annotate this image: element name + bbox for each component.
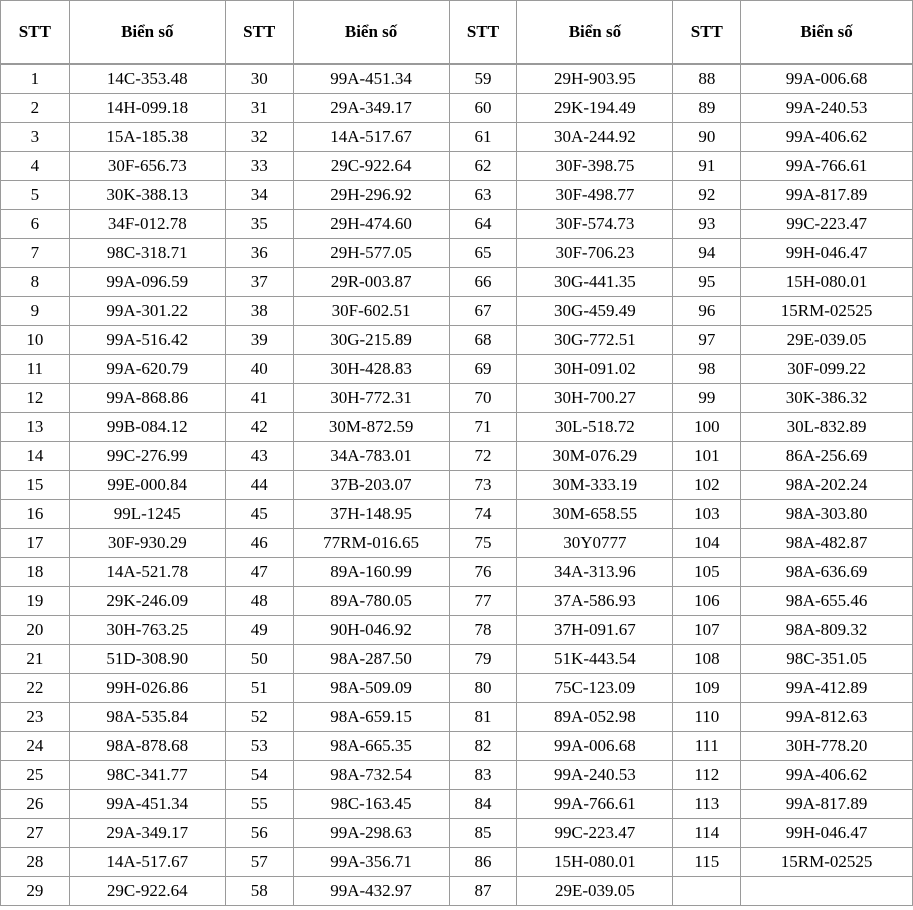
table-row	[1, 848, 913, 877]
stt-cell: 89	[673, 94, 741, 123]
stt-cell: 93	[673, 210, 741, 239]
plate-cell: 99A-412.89	[741, 674, 913, 703]
stt-cell: 94	[673, 239, 741, 268]
table-row	[1, 732, 913, 761]
stt-cell: 100	[673, 413, 741, 442]
plate-cell: 34F-012.78	[70, 210, 226, 239]
plate-cell: 37H-091.67	[517, 616, 673, 645]
header-plate: Biển số	[70, 1, 226, 65]
plate-cell: 89A-052.98	[517, 703, 673, 732]
plate-cell: 99A-451.34	[70, 790, 226, 819]
stt-cell: 34	[226, 181, 294, 210]
stt-cell: 6	[1, 210, 70, 239]
plate-cell: 99H-026.86	[70, 674, 226, 703]
plate-cell: 99A-812.63	[741, 703, 913, 732]
plate-cell: 99A-006.68	[517, 732, 673, 761]
stt-cell: 103	[673, 500, 741, 529]
plate-cell: 89A-160.99	[294, 558, 450, 587]
stt-cell: 15	[1, 471, 70, 500]
plate-cell: 30H-091.02	[517, 355, 673, 384]
plate-cell: 98A-636.69	[741, 558, 913, 587]
plate-cell: 29H-903.95	[517, 65, 673, 94]
plate-cell: 99A-766.61	[517, 790, 673, 819]
plate-cell: 99E-000.84	[70, 471, 226, 500]
plate-cell: 30K-386.32	[741, 384, 913, 413]
stt-cell: 39	[226, 326, 294, 355]
stt-cell: 72	[450, 442, 518, 471]
plate-cell: 30L-518.72	[517, 413, 673, 442]
stt-cell: 70	[450, 384, 518, 413]
table-row	[1, 268, 913, 297]
plate-cell: 98A-287.50	[294, 645, 450, 674]
plate-cell: 99A-620.79	[70, 355, 226, 384]
table-row	[1, 500, 913, 529]
stt-cell: 113	[673, 790, 741, 819]
plate-cell: 37A-586.93	[517, 587, 673, 616]
stt-cell: 23	[1, 703, 70, 732]
stt-cell: 99	[673, 384, 741, 413]
plate-cell: 51K-443.54	[517, 645, 673, 674]
stt-cell: 109	[673, 674, 741, 703]
plate-cell: 30L-832.89	[741, 413, 913, 442]
plate-cell: 99A-240.53	[517, 761, 673, 790]
plate-cell: 99H-046.47	[741, 819, 913, 848]
plate-cell: 99A-868.86	[70, 384, 226, 413]
stt-cell: 91	[673, 152, 741, 181]
table-row	[1, 239, 913, 268]
plate-cell: 98A-659.15	[294, 703, 450, 732]
plate-cell: 30G-772.51	[517, 326, 673, 355]
plate-cell: 99A-406.62	[741, 761, 913, 790]
plate-cell: 99A-406.62	[741, 123, 913, 152]
plate-cell: 30Y0777	[517, 529, 673, 558]
plate-cell: 30M-333.19	[517, 471, 673, 500]
stt-cell: 62	[450, 152, 518, 181]
stt-cell: 58	[226, 877, 294, 906]
plate-cell: 98A-535.84	[70, 703, 226, 732]
stt-cell: 21	[1, 645, 70, 674]
stt-cell: 74	[450, 500, 518, 529]
table-row	[1, 761, 913, 790]
stt-cell: 98	[673, 355, 741, 384]
plate-cell: 30F-398.75	[517, 152, 673, 181]
stt-cell: 17	[1, 529, 70, 558]
stt-cell: 16	[1, 500, 70, 529]
plate-cell: 99A-516.42	[70, 326, 226, 355]
plate-cell: 29C-922.64	[294, 152, 450, 181]
plate-cell: 99C-276.99	[70, 442, 226, 471]
table-row	[1, 94, 913, 123]
stt-cell: 53	[226, 732, 294, 761]
stt-cell: 12	[1, 384, 70, 413]
plate-cell: 15H-080.01	[517, 848, 673, 877]
plate-cell: 30G-441.35	[517, 268, 673, 297]
plate-cell: 30G-459.49	[517, 297, 673, 326]
plate-cell: 99A-096.59	[70, 268, 226, 297]
stt-cell: 102	[673, 471, 741, 500]
plate-cell: 99A-817.89	[741, 790, 913, 819]
header-stt: STT	[1, 1, 70, 65]
table-row	[1, 210, 913, 239]
plate-cell: 90H-046.92	[294, 616, 450, 645]
plate-cell: 14A-521.78	[70, 558, 226, 587]
stt-cell: 28	[1, 848, 70, 877]
plate-cell: 30F-099.22	[741, 355, 913, 384]
stt-cell: 56	[226, 819, 294, 848]
table-row	[1, 297, 913, 326]
stt-cell: 78	[450, 616, 518, 645]
plate-cell: 30H-428.83	[294, 355, 450, 384]
stt-cell: 49	[226, 616, 294, 645]
stt-cell: 27	[1, 819, 70, 848]
plate-cell: 14C-353.48	[70, 65, 226, 94]
stt-cell: 82	[450, 732, 518, 761]
stt-cell: 75	[450, 529, 518, 558]
plate-cell: 30M-658.55	[517, 500, 673, 529]
stt-cell: 46	[226, 529, 294, 558]
stt-cell: 81	[450, 703, 518, 732]
stt-cell: 95	[673, 268, 741, 297]
table-row	[1, 819, 913, 848]
table-body	[1, 65, 913, 906]
stt-cell: 2	[1, 94, 70, 123]
table-row	[1, 326, 913, 355]
stt-cell: 96	[673, 297, 741, 326]
stt-cell: 76	[450, 558, 518, 587]
plate-cell: 29A-349.17	[70, 819, 226, 848]
stt-cell: 108	[673, 645, 741, 674]
stt-cell: 92	[673, 181, 741, 210]
stt-cell: 79	[450, 645, 518, 674]
stt-cell: 4	[1, 152, 70, 181]
plate-cell: 98C-341.77	[70, 761, 226, 790]
stt-cell: 45	[226, 500, 294, 529]
plate-cell: 86A-256.69	[741, 442, 913, 471]
plate-cell: 98A-303.80	[741, 500, 913, 529]
stt-cell: 111	[673, 732, 741, 761]
stt-cell: 51	[226, 674, 294, 703]
stt-cell: 106	[673, 587, 741, 616]
plate-cell: 15RM-02525	[741, 848, 913, 877]
plate-cell: 29A-349.17	[294, 94, 450, 123]
table-row	[1, 674, 913, 703]
plate-cell: 99A-356.71	[294, 848, 450, 877]
plate-cell: 99A-817.89	[741, 181, 913, 210]
stt-cell: 90	[673, 123, 741, 152]
plate-cell: 30F-574.73	[517, 210, 673, 239]
table-row	[1, 587, 913, 616]
plate-cell: 29K-194.49	[517, 94, 673, 123]
stt-cell: 54	[226, 761, 294, 790]
plate-cell: 34A-783.01	[294, 442, 450, 471]
plate-cell: 98A-482.87	[741, 529, 913, 558]
stt-cell: 38	[226, 297, 294, 326]
stt-cell: 83	[450, 761, 518, 790]
header-stt: STT	[450, 1, 518, 65]
stt-cell: 104	[673, 529, 741, 558]
plate-cell: 29K-246.09	[70, 587, 226, 616]
table-row	[1, 152, 913, 181]
stt-cell: 1	[1, 65, 70, 94]
stt-cell: 61	[450, 123, 518, 152]
stt-cell: 43	[226, 442, 294, 471]
plate-cell: 99C-223.47	[517, 819, 673, 848]
plate-cell	[741, 877, 913, 906]
table-row	[1, 877, 913, 906]
table-row	[1, 529, 913, 558]
plate-cell: 30F-930.29	[70, 529, 226, 558]
stt-cell: 24	[1, 732, 70, 761]
table-row	[1, 384, 913, 413]
plate-cell: 98A-809.32	[741, 616, 913, 645]
stt-cell: 30	[226, 65, 294, 94]
plate-cell: 99A-766.61	[741, 152, 913, 181]
plate-cell: 15A-185.38	[70, 123, 226, 152]
plate-cell: 30A-244.92	[517, 123, 673, 152]
table-row	[1, 123, 913, 152]
stt-cell: 14	[1, 442, 70, 471]
plate-cell: 15RM-02525	[741, 297, 913, 326]
plate-cell: 99B-084.12	[70, 413, 226, 442]
plate-cell: 29H-474.60	[294, 210, 450, 239]
table-row	[1, 471, 913, 500]
stt-cell: 42	[226, 413, 294, 442]
plate-cell: 14A-517.67	[70, 848, 226, 877]
stt-cell: 69	[450, 355, 518, 384]
plate-cell: 30G-215.89	[294, 326, 450, 355]
plate-cell: 30K-388.13	[70, 181, 226, 210]
stt-cell: 52	[226, 703, 294, 732]
table-row	[1, 645, 913, 674]
stt-cell	[673, 877, 741, 906]
plate-cell: 29R-003.87	[294, 268, 450, 297]
stt-cell: 64	[450, 210, 518, 239]
plate-cell: 30H-772.31	[294, 384, 450, 413]
plate-cell: 14A-517.67	[294, 123, 450, 152]
table-row	[1, 413, 913, 442]
plate-cell: 30F-498.77	[517, 181, 673, 210]
plate-cell: 37B-203.07	[294, 471, 450, 500]
stt-cell: 32	[226, 123, 294, 152]
plate-cell: 98C-318.71	[70, 239, 226, 268]
header-plate: Biển số	[741, 1, 913, 65]
stt-cell: 8	[1, 268, 70, 297]
plate-cell: 98A-732.54	[294, 761, 450, 790]
header-plate: Biển số	[294, 1, 450, 65]
plate-cell: 99A-298.63	[294, 819, 450, 848]
stt-cell: 87	[450, 877, 518, 906]
table-row	[1, 790, 913, 819]
stt-cell: 3	[1, 123, 70, 152]
plate-cell: 99A-451.34	[294, 65, 450, 94]
plate-cell: 29E-039.05	[517, 877, 673, 906]
stt-cell: 35	[226, 210, 294, 239]
stt-cell: 73	[450, 471, 518, 500]
stt-cell: 26	[1, 790, 70, 819]
header-plate: Biển số	[517, 1, 673, 65]
plate-cell: 89A-780.05	[294, 587, 450, 616]
plate-cell: 14H-099.18	[70, 94, 226, 123]
plate-cell: 75C-123.09	[517, 674, 673, 703]
stt-cell: 88	[673, 65, 741, 94]
stt-cell: 22	[1, 674, 70, 703]
plate-cell: 98A-202.24	[741, 471, 913, 500]
plate-cell: 29H-577.05	[294, 239, 450, 268]
plate-cell: 30M-872.59	[294, 413, 450, 442]
stt-cell: 31	[226, 94, 294, 123]
stt-cell: 44	[226, 471, 294, 500]
stt-cell: 33	[226, 152, 294, 181]
plate-cell: 98A-878.68	[70, 732, 226, 761]
stt-cell: 59	[450, 65, 518, 94]
stt-cell: 107	[673, 616, 741, 645]
plate-cell: 30F-706.23	[517, 239, 673, 268]
plate-cell: 29H-296.92	[294, 181, 450, 210]
stt-cell: 86	[450, 848, 518, 877]
stt-cell: 57	[226, 848, 294, 877]
stt-cell: 19	[1, 587, 70, 616]
stt-cell: 47	[226, 558, 294, 587]
header-row	[1, 1, 913, 65]
plate-cell: 99C-223.47	[741, 210, 913, 239]
plate-cell: 34A-313.96	[517, 558, 673, 587]
stt-cell: 20	[1, 616, 70, 645]
plate-cell: 98A-655.46	[741, 587, 913, 616]
table-row	[1, 616, 913, 645]
stt-cell: 40	[226, 355, 294, 384]
stt-cell: 110	[673, 703, 741, 732]
stt-cell: 9	[1, 297, 70, 326]
plate-cell: 30H-700.27	[517, 384, 673, 413]
table-row	[1, 703, 913, 732]
plate-cell: 30F-602.51	[294, 297, 450, 326]
plate-cell: 98A-509.09	[294, 674, 450, 703]
plate-cell: 99A-301.22	[70, 297, 226, 326]
plate-cell: 99A-432.97	[294, 877, 450, 906]
stt-cell: 71	[450, 413, 518, 442]
plate-cell: 29C-922.64	[70, 877, 226, 906]
header-stt: STT	[673, 1, 741, 65]
plate-cell: 77RM-016.65	[294, 529, 450, 558]
stt-cell: 13	[1, 413, 70, 442]
plate-cell: 98C-351.05	[741, 645, 913, 674]
stt-cell: 11	[1, 355, 70, 384]
plate-cell: 99L-1245	[70, 500, 226, 529]
plate-cell: 30F-656.73	[70, 152, 226, 181]
stt-cell: 5	[1, 181, 70, 210]
plate-cell: 99A-240.53	[741, 94, 913, 123]
table-row	[1, 558, 913, 587]
plate-cell: 29E-039.05	[741, 326, 913, 355]
stt-cell: 25	[1, 761, 70, 790]
plate-cell: 30M-076.29	[517, 442, 673, 471]
plate-cell: 15H-080.01	[741, 268, 913, 297]
stt-cell: 50	[226, 645, 294, 674]
stt-cell: 7	[1, 239, 70, 268]
stt-cell: 29	[1, 877, 70, 906]
stt-cell: 63	[450, 181, 518, 210]
stt-cell: 68	[450, 326, 518, 355]
plate-cell: 37H-148.95	[294, 500, 450, 529]
plate-cell: 99A-006.68	[741, 65, 913, 94]
stt-cell: 114	[673, 819, 741, 848]
table-row	[1, 65, 913, 94]
stt-cell: 66	[450, 268, 518, 297]
stt-cell: 37	[226, 268, 294, 297]
stt-cell: 18	[1, 558, 70, 587]
stt-cell: 65	[450, 239, 518, 268]
stt-cell: 67	[450, 297, 518, 326]
stt-cell: 112	[673, 761, 741, 790]
stt-cell: 115	[673, 848, 741, 877]
stt-cell: 84	[450, 790, 518, 819]
stt-cell: 101	[673, 442, 741, 471]
stt-cell: 105	[673, 558, 741, 587]
plate-cell: 98C-163.45	[294, 790, 450, 819]
stt-cell: 77	[450, 587, 518, 616]
stt-cell: 55	[226, 790, 294, 819]
plate-cell: 30H-778.20	[741, 732, 913, 761]
stt-cell: 36	[226, 239, 294, 268]
plate-cell: 51D-308.90	[70, 645, 226, 674]
table-row	[1, 355, 913, 384]
table-row	[1, 181, 913, 210]
stt-cell: 97	[673, 326, 741, 355]
stt-cell: 48	[226, 587, 294, 616]
plate-cell: 30H-763.25	[70, 616, 226, 645]
table-row	[1, 442, 913, 471]
stt-cell: 80	[450, 674, 518, 703]
plate-cell: 99H-046.47	[741, 239, 913, 268]
stt-cell: 60	[450, 94, 518, 123]
stt-cell: 41	[226, 384, 294, 413]
header-stt: STT	[226, 1, 294, 65]
stt-cell: 85	[450, 819, 518, 848]
stt-cell: 10	[1, 326, 70, 355]
plate-cell: 98A-665.35	[294, 732, 450, 761]
